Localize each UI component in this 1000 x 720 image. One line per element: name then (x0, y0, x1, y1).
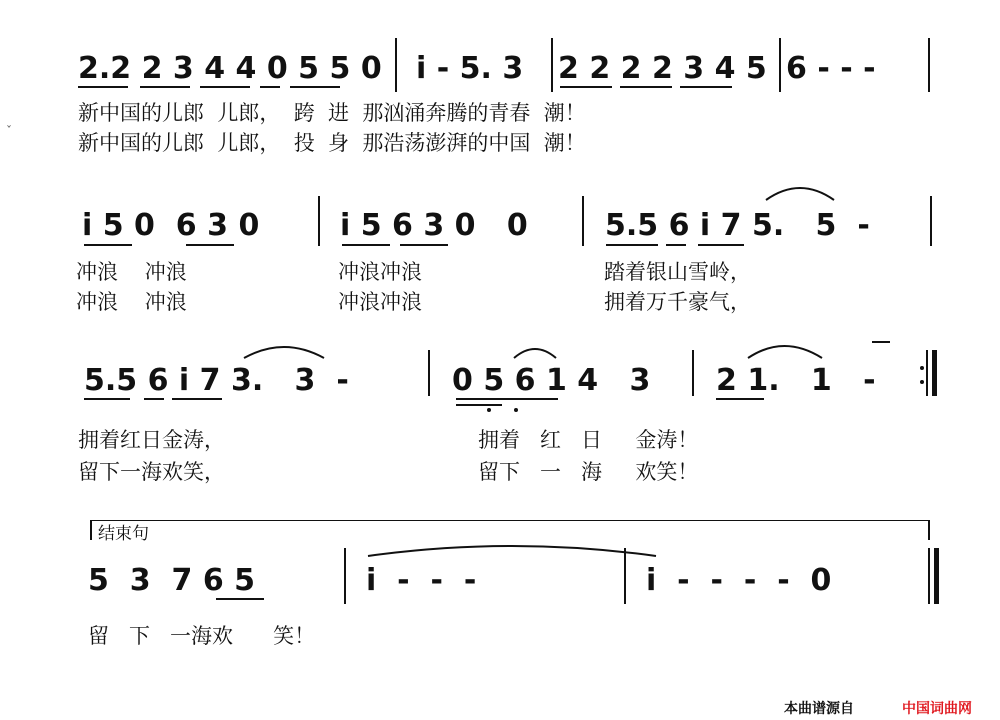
line1-lyric-verse2: 新中国的儿郎 儿郎， 投 身 那浩荡澎湃的中国 潮！ (78, 131, 586, 155)
site-name-link[interactable]: 中国词曲网 (902, 701, 972, 717)
line2-lyric-verse1-b: 冲浪冲浪 (338, 260, 422, 284)
line1-measure1: 2.2 2 3 4 4 0 5 5 0 (78, 51, 382, 86)
line4-measure3: i - - - - 0 (646, 563, 832, 598)
tie (368, 546, 656, 556)
line2-lyric-verse2-c: 拥着万千豪气， (604, 290, 751, 314)
line1-measure4: 6 - - - (786, 51, 876, 86)
line4-measure2: i - - - (366, 563, 477, 598)
line3-measure1: 5.5 6 i 7 3. 3 - (84, 363, 349, 398)
line3-measure3: 2 1. 1 - (716, 363, 876, 398)
line1-measure2: i - 5. 3 (416, 51, 524, 86)
ending-label: 结束句 (98, 524, 149, 544)
line3-lyric-verse2-b: 留下 一 海 欢笑！ (478, 460, 699, 484)
slur (766, 188, 834, 200)
stray-mark: ˇ (6, 124, 12, 138)
line3-lyric-verse1-b: 拥着 红 日 金涛！ (478, 428, 699, 452)
slur (244, 347, 324, 358)
line2-measure3: 5.5 6 i 7 5. 5 - (605, 208, 870, 243)
line1-lyric-verse1: 新中国的儿郎 儿郎， 跨 进 那汹涌奔腾的青春 潮！ (78, 101, 586, 125)
line2-lyric-verse2-a: 冲浪 冲浪 (76, 290, 187, 314)
line4-measure1: 5 3 7 6 5 (88, 563, 256, 598)
line2-lyric-verse1-c: 踏着银山雪岭， (604, 260, 751, 284)
line3-lyric-verse1-a: 拥着红日金涛， (78, 428, 225, 452)
line3-measure2: 0 5 6 1 4 3 (452, 363, 651, 398)
source-label: 本曲谱源自 (784, 701, 854, 717)
slur (514, 349, 556, 358)
line3-lyric-verse2-a: 留下一海欢笑， (78, 460, 225, 484)
line2-measure2: i 5 6 3 0 0 (340, 208, 528, 243)
slur (748, 346, 822, 358)
line2-lyric-verse1-a: 冲浪 冲浪 (76, 260, 187, 284)
line2-measure1: i 5 0 6 3 0 (82, 208, 260, 243)
line1-measure3: 2 2 2 2 3 4 5 (558, 51, 767, 86)
line2-lyric-verse2-b: 冲浪冲浪 (338, 290, 422, 314)
line4-lyric: 留 下 一海欢 笑！ (88, 624, 316, 648)
